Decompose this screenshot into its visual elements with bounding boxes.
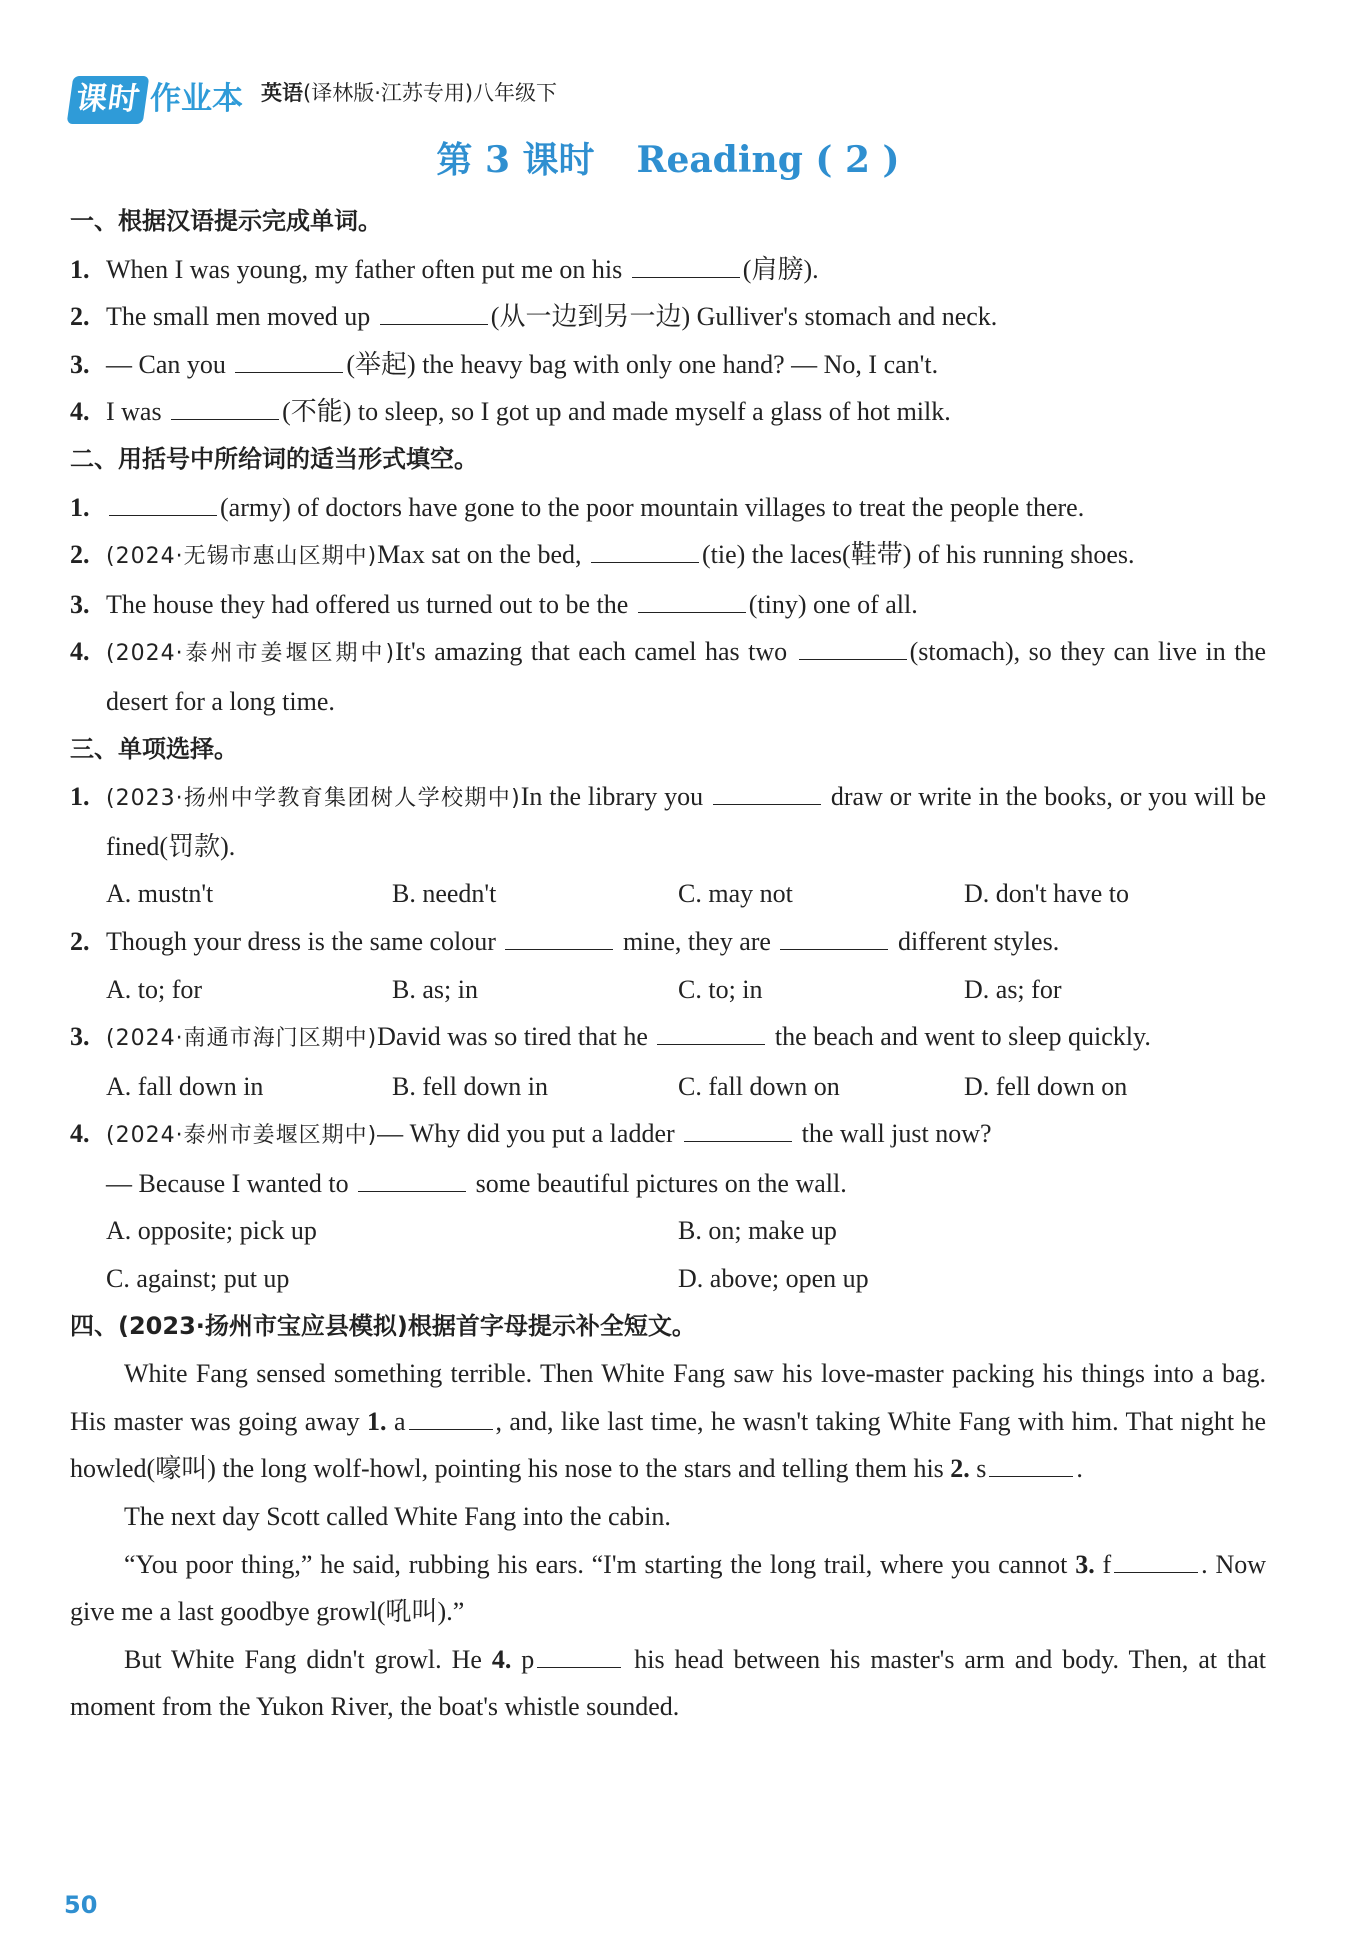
answer-blank[interactable] bbox=[657, 1024, 765, 1045]
s3-q2-options bbox=[70, 966, 1266, 1014]
s2-question-1: 1. (army) of doctors have gone to the poor mountain villages to treat the people there. bbox=[70, 492, 1085, 522]
answer-blank[interactable] bbox=[989, 1456, 1073, 1477]
option-b[interactable]: B. on; make up bbox=[678, 1216, 837, 1246]
logo-text: 作业本 bbox=[150, 81, 243, 118]
s3-question-4-reply: — Because I wanted to some beautiful pictures on the wall. bbox=[106, 1168, 847, 1198]
option-a[interactable]: A. opposite; pick up bbox=[106, 1216, 317, 1246]
s2-question-4: 4. (2024·泰州市姜堰区期中)It's amazing that each camel has two (stomach), so they can live in the desert for a long time. bbox=[70, 637, 1266, 716]
option-b[interactable]: B. as; in bbox=[392, 974, 478, 1004]
option-c[interactable]: C. may not bbox=[678, 879, 793, 909]
answer-blank[interactable] bbox=[171, 399, 279, 420]
s1-question-4: 4. I was (不能) to sleep, so I got up and made myself a glass of hot milk. bbox=[70, 397, 951, 427]
section-1-heading: 一、根据汉语提示完成单词。 bbox=[70, 207, 382, 235]
option-c[interactable]: C. to; in bbox=[678, 974, 763, 1004]
answer-blank[interactable] bbox=[380, 304, 488, 325]
s2-question-2: 2. (2024·无锡市惠山区期中)Max sat on the bed, (tie) the laces(鞋带) of his running shoes. bbox=[70, 540, 1135, 570]
passage-paragraph-4: But White Fang didn't growl. He 4. p his head between his master's arm and body. Then, at that moment from the Yukon River, the boat's whistle sounded. bbox=[70, 1644, 1267, 1722]
question-source: (2024·无锡市惠山区期中) bbox=[106, 544, 378, 570]
option-b[interactable]: B. fell down in bbox=[392, 1071, 548, 1101]
answer-blank[interactable] bbox=[358, 1171, 466, 1192]
answer-blank[interactable] bbox=[713, 784, 821, 805]
s3-q4-options-row2 bbox=[70, 1255, 1266, 1303]
option-c[interactable]: C. fall down on bbox=[678, 1071, 840, 1101]
passage-paragraph-2: The next day Scott called White Fang into the cabin. bbox=[124, 1502, 671, 1532]
s1-question-3: 3. — Can you (举起) the heavy bag with only one hand? — No, I can't. bbox=[70, 349, 939, 379]
brand-logo bbox=[70, 76, 243, 124]
passage-paragraph-3: “You poor thing,” he said, rubbing his ears. “I'm starting the long trail, where you cannot 3. f . Now give me a last goodbye growl(吼叫).” bbox=[70, 1549, 1267, 1627]
question-source: (2023·扬州中学教育集团树人学校期中) bbox=[106, 786, 521, 812]
answer-blank[interactable] bbox=[632, 257, 740, 278]
answer-blank[interactable] bbox=[1114, 1552, 1198, 1573]
question-source: (2024·泰州市姜堰区期中) bbox=[106, 1123, 378, 1149]
option-b[interactable]: B. needn't bbox=[392, 879, 497, 909]
passage-paragraph-1: White Fang sensed something terrible. Then White Fang saw his love-master packing his things into a bag. His master was going away 1. a , and, like last time, he wasn't taking White Fang with him. That night he howled(嚎叫) the long wolf-howl, pointing his nose to the stars and telling them his 2. s . bbox=[70, 1359, 1267, 1484]
answer-blank[interactable] bbox=[799, 639, 907, 660]
section-4-heading: 四、(2023·扬州市宝应县模拟)根据首字母提示补全短文。 bbox=[70, 1311, 696, 1340]
option-c[interactable]: C. against; put up bbox=[106, 1264, 290, 1294]
answer-blank[interactable] bbox=[409, 1409, 493, 1430]
edition: (译林版·江苏专用)八年级下 bbox=[303, 81, 558, 106]
s1-question-1: 1. When I was young, my father often put me on his (肩膀). bbox=[70, 254, 819, 284]
subject: 英语 bbox=[261, 81, 303, 106]
page-number: 50 bbox=[64, 1891, 98, 1919]
logo-badge: 课时 bbox=[67, 76, 150, 124]
option-d[interactable]: D. as; for bbox=[964, 974, 1062, 1004]
option-a[interactable]: A. to; for bbox=[106, 974, 203, 1004]
s3-q4-options-row1 bbox=[70, 1207, 1266, 1255]
s3-question-2: 2. Though your dress is the same colour mine, they are different styles. bbox=[70, 926, 1060, 956]
s3-question-3: 3. (2024·南通市海门区期中)David was so tired that he the beach and went to sleep quickly. bbox=[70, 1022, 1151, 1052]
option-d[interactable]: D. don't have to bbox=[964, 879, 1129, 909]
question-source: (2024·泰州市姜堰区期中) bbox=[106, 641, 396, 667]
page-title bbox=[70, 136, 1266, 184]
s3-question-4: 4. (2024·泰州市姜堰区期中)— Why did you put a ladder the wall just now? bbox=[70, 1119, 992, 1149]
option-d[interactable]: D. fell down on bbox=[964, 1071, 1128, 1101]
option-a[interactable]: A. mustn't bbox=[106, 879, 214, 909]
option-d[interactable]: D. above; open up bbox=[678, 1264, 869, 1294]
s3-q1-options bbox=[70, 870, 1266, 918]
answer-blank[interactable] bbox=[780, 929, 888, 950]
s1-question-2: 2. The small men moved up (从一边到另一边) Gulliver's stomach and neck. bbox=[70, 302, 998, 332]
answer-blank[interactable] bbox=[638, 592, 746, 613]
answer-blank[interactable] bbox=[537, 1647, 621, 1668]
book-info bbox=[261, 70, 557, 124]
lesson-label: 第 3 课时 bbox=[436, 139, 595, 181]
section-3-heading: 三、单项选择。 bbox=[70, 734, 238, 763]
section-2-heading: 二、用括号中所给词的适当形式填空。 bbox=[70, 444, 478, 473]
answer-blank[interactable] bbox=[591, 542, 699, 563]
s3-question-1: 1. (2023·扬州中学教育集团树人学校期中)In the library you draw or write in the books, or you will be fined(罚款). bbox=[70, 782, 1266, 861]
question-source: (2024·南通市海门区期中) bbox=[106, 1026, 378, 1052]
option-a[interactable]: A. fall down in bbox=[106, 1071, 264, 1101]
page-header bbox=[70, 70, 1266, 124]
s3-q3-options bbox=[70, 1063, 1266, 1111]
answer-blank[interactable] bbox=[505, 929, 613, 950]
answer-blank[interactable] bbox=[235, 352, 343, 373]
answer-blank[interactable] bbox=[684, 1121, 792, 1142]
lesson-topic: Reading ( 2 ) bbox=[636, 139, 900, 181]
answer-blank[interactable] bbox=[109, 495, 217, 516]
s2-question-3: 3. The house they had offered us turned out to be the (tiny) one of all. bbox=[70, 589, 918, 619]
